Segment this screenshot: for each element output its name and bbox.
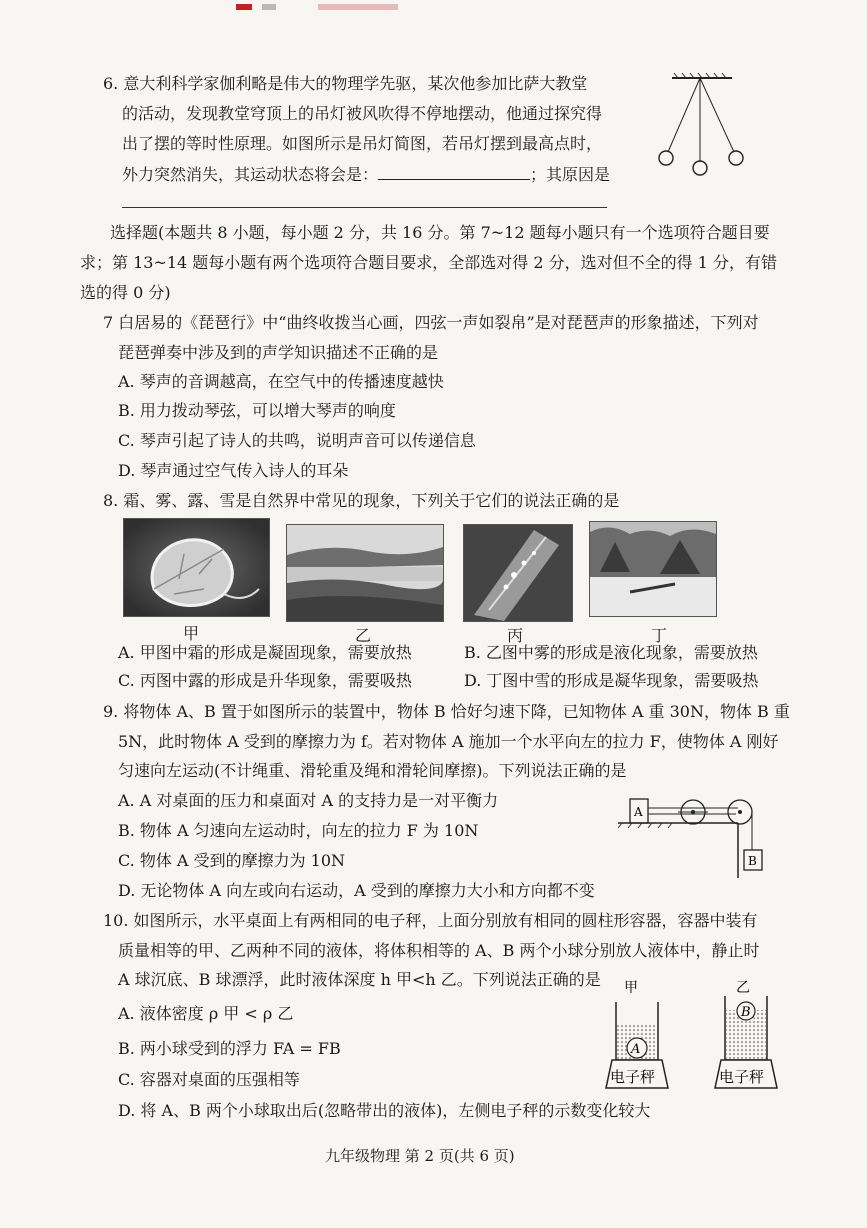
q10-option-a[interactable]: A. 液体密度 ρ 甲 < ρ 乙 xyxy=(118,1004,294,1023)
caption-bing: 丙 xyxy=(507,626,524,645)
pulley-figure xyxy=(618,788,778,878)
q8-option-a[interactable]: A. 甲图中霜的形成是凝固现象，需要放热 xyxy=(118,643,412,662)
page-footer: 九年级物理 第 2 页(共 6 页) xyxy=(325,1147,515,1165)
caption-ding: 丁 xyxy=(651,626,668,645)
dew-leaf-photo xyxy=(463,524,573,622)
section-instructions-2: 求；第 13~14 题每小题有两个选项符合题目要求，全部选对得 2 分，选对但不全的得 1 分，有错 xyxy=(80,253,778,272)
q9-option-c[interactable]: C. 物体 A 受到的摩擦力为 10N xyxy=(118,851,346,870)
q7-option-d[interactable]: D. 琴声通过空气传入诗人的耳朵 xyxy=(118,461,349,480)
q10-stem-3: A 球沉底、B 球漂浮，此时液体深度 h 甲<h 乙。下列说法正确的是 xyxy=(118,970,601,989)
caption-yi: 乙 xyxy=(355,626,372,645)
section-instructions-3: 选的得 0 分) xyxy=(80,283,171,302)
q9-option-d[interactable]: D. 无论物体 A 向左或向右运动，A 受到的摩擦力大小和方向都不变 xyxy=(118,881,595,900)
snow-trees-icon xyxy=(590,522,716,616)
scale-right-label: 电子秤 xyxy=(719,1068,765,1086)
q10-stem-1: 10. 如图所示，水平桌面上有两相同的电子秤，上面分别放有相同的圆柱形容器，容器中装有 xyxy=(103,911,758,930)
answer-line[interactable] xyxy=(122,207,607,208)
snow-trees-photo xyxy=(589,521,717,617)
q9-option-a[interactable]: A. A 对桌面的压力和桌面对 A 的支持力是一对平衡力 xyxy=(118,791,499,810)
scale-left-label: 电子秤 xyxy=(610,1068,656,1086)
q10-option-d[interactable]: D. 将 A、B 两个小球取出后(忽略带出的液体)，左侧电子秤的示数变化较大 xyxy=(118,1101,651,1120)
q6-reason-prompt: ；其原因是 xyxy=(530,165,611,184)
section-instructions-1: 选择题(本题共 8 小题，每小题 2 分，共 16 分。第 7~12 题每小题只有一个选项符合题目要 xyxy=(110,223,770,242)
frost-leaf-icon xyxy=(124,519,269,616)
q10-stem-2: 质量相等的甲、乙两种不同的液体，将体积相等的 A、B 两个小球分别放人液体中，静止时 xyxy=(118,941,760,960)
q7-option-b[interactable]: B. 用力拨动琴弦，可以增大琴声的响度 xyxy=(118,401,396,420)
answer-blank[interactable] xyxy=(378,163,530,180)
q6-line-3: 出了摆的等时性原理。如图所示是吊灯简图，若吊灯摆到最高点时， xyxy=(122,134,603,153)
block-b-label: B xyxy=(748,854,757,868)
q9-stem-1: 9. 将物体 A、B 置于如图所示的装置中，物体 B 恰好匀速下降，已知物体 A 重 30N，物体 B 重 xyxy=(103,702,790,721)
dew-leaf-icon xyxy=(464,525,572,621)
scan-artifact xyxy=(262,4,276,10)
containers-figure xyxy=(600,980,800,1090)
ball-a-label: A xyxy=(631,1042,641,1057)
q8-option-d[interactable]: D. 丁图中雪的形成是凝华现象，需要吸热 xyxy=(464,671,759,690)
scan-artifact xyxy=(318,4,398,10)
ball-b-label: B xyxy=(741,1005,751,1020)
q6-line-2: 的活动，发现教堂穹顶上的吊灯被风吹得不停地摆动，他通过探究得 xyxy=(122,104,603,123)
fog-landscape-icon xyxy=(287,525,443,621)
q6-line-4 xyxy=(122,163,610,186)
q8-stem: 8. 霜、雾、露、雪是自然界中常见的现象，下列关于它们的说法正确的是 xyxy=(103,491,620,510)
block-a-label: A xyxy=(634,805,643,819)
container-jia-label: 甲 xyxy=(624,980,638,996)
q6-prompt: 外力突然消失，其运动状态将会是： xyxy=(122,165,379,184)
fog-landscape-photo xyxy=(286,524,444,622)
q8-option-c[interactable]: C. 丙图中露的形成是升华现象，需要吸热 xyxy=(118,671,412,690)
pendulum-figure xyxy=(650,72,760,182)
q7-option-c[interactable]: C. 琴声引起了诗人的共鸣，说明声音可以传递信息 xyxy=(118,431,476,450)
q7-stem-2: 琵琶弹奏中涉及到的声学知识描述不正确的是 xyxy=(118,343,439,362)
frost-leaf-photo xyxy=(123,518,270,617)
q8-option-b[interactable]: B. 乙图中雾的形成是液化现象，需要放热 xyxy=(464,643,758,662)
q9-option-b[interactable]: B. 物体 A 匀速向左运动时，向左的拉力 F 为 10N xyxy=(118,821,479,840)
scan-artifact xyxy=(236,4,252,10)
q9-stem-3: 匀速向左运动(不计绳重、滑轮重及绳和滑轮间摩擦)。下列说法正确的是 xyxy=(118,761,627,780)
q6-line-1: 6. 意大利科学家伽利略是伟大的物理学先驱，某次他参加比萨大教堂 xyxy=(103,74,588,93)
q10-option-c[interactable]: C. 容器对桌面的压强相等 xyxy=(118,1070,300,1089)
q10-option-b[interactable]: B. 两小球受到的浮力 FA = FB xyxy=(118,1039,341,1058)
q7-option-a[interactable]: A. 琴声的音调越高，在空气中的传播速度越快 xyxy=(118,372,444,391)
q9-stem-2: 5N，此时物体 A 受到的摩擦力为 f。若对物体 A 施加一个水平向左的拉力 F，使物体 A 刚好 xyxy=(118,732,779,751)
caption-jia: 甲 xyxy=(183,624,200,643)
container-yi-label: 乙 xyxy=(736,980,750,996)
q7-stem-1: 7 白居易的《琵琶行》中“曲终收拨当心画，四弦一声如裂帛”是对琵琶声的形象描述，下列对 xyxy=(103,313,759,332)
